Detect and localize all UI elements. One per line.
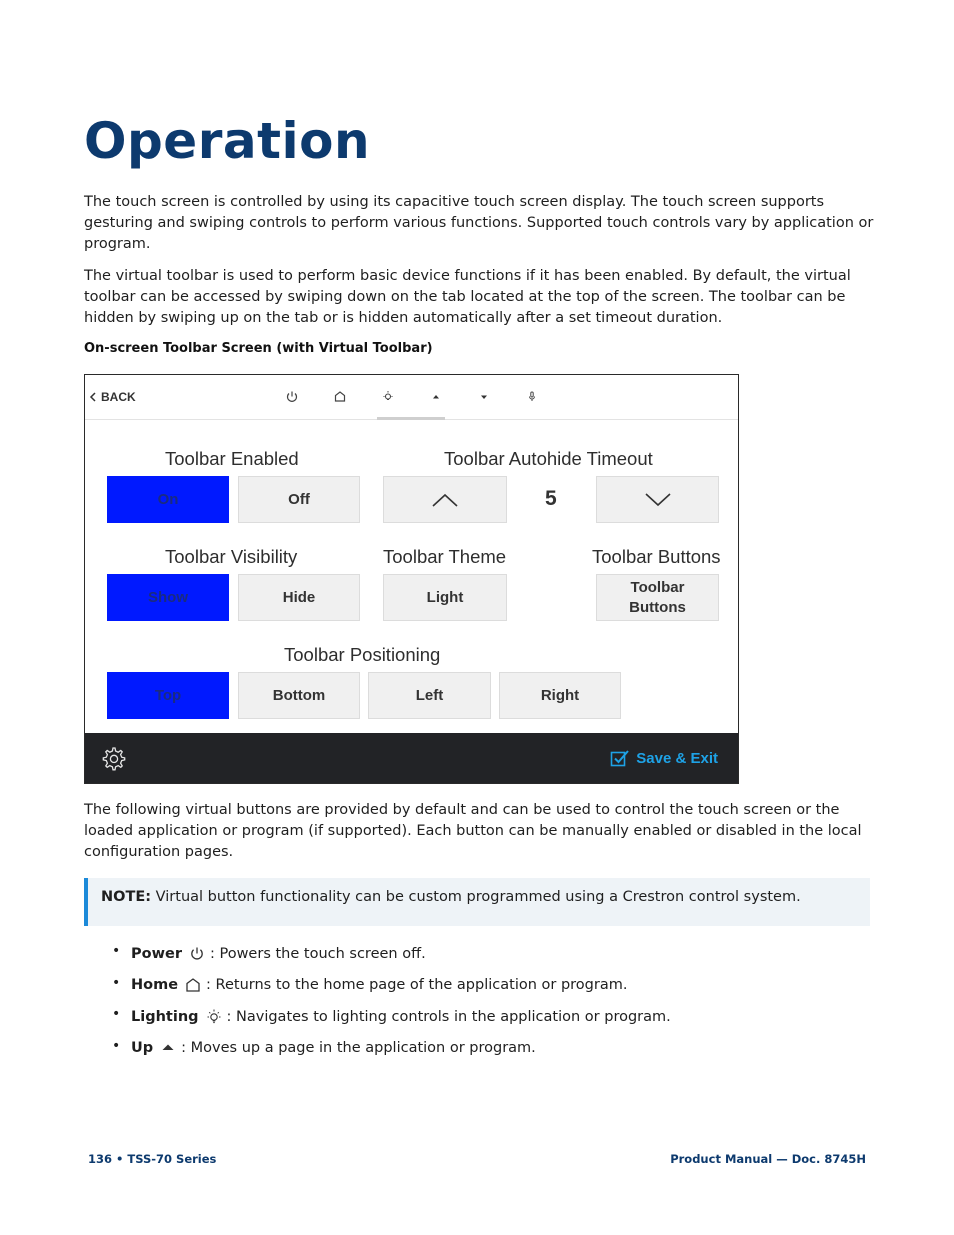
position-top-button[interactable]: Top	[107, 672, 229, 719]
button-list	[112, 938, 872, 1064]
toolbar-positioning-label: Toolbar Positioning	[284, 644, 441, 665]
virtual-toolbar	[85, 375, 738, 420]
chevron-left-icon	[89, 392, 97, 402]
power-icon[interactable]	[283, 388, 301, 406]
toolbar-buttons-label: Toolbar Buttons	[592, 546, 721, 567]
back-label: BACK	[101, 390, 136, 404]
position-right-button[interactable]: Right	[499, 672, 621, 719]
up-icon[interactable]	[427, 388, 445, 406]
footer-left: 136 • TSS-70 Series	[88, 1152, 217, 1166]
toolbar-buttons-line2: Buttons	[629, 598, 686, 616]
lighting-icon[interactable]	[379, 388, 397, 406]
intro-paragraph: The touch screen is controlled by using its capacitive touch screen display. The touch screen supports gesturing and swiping controls to perform various functions. Supported touch controls vary by application or program.	[84, 194, 874, 252]
checkbox-checked-icon	[610, 749, 630, 767]
toolbar-enabled-off-button[interactable]: Off	[238, 476, 360, 523]
timeout-decrease-button[interactable]	[596, 476, 719, 523]
toolbar-tab-indicator	[377, 417, 445, 420]
note-text: Virtual button functionality can be custom programmed using a Crestron control system.	[151, 889, 801, 905]
toolbar-enabled-on-button[interactable]: On	[107, 476, 229, 523]
home-icon[interactable]	[331, 388, 349, 406]
bullet-term: Lighting	[131, 1008, 199, 1025]
toolbar-enabled-label: Toolbar Enabled	[165, 448, 299, 469]
bullet-term: Power	[131, 945, 182, 962]
timeout-increase-button[interactable]	[383, 476, 507, 523]
toolbar-paragraph: The virtual toolbar is used to perform basic device functions if it has been enabled. By default, the virtual toolbar can be accessed by swiping down on the tab located at the top of the screen. The toolbar can be hidden by swiping up on the tab or is hidden automatically after a set timeout duration.	[84, 268, 851, 326]
back-button[interactable]	[89, 390, 136, 404]
bullet-dot: •	[112, 943, 121, 959]
bullet-dot: •	[112, 974, 121, 991]
page-title: Operation	[84, 112, 371, 170]
position-bottom-button[interactable]: Bottom	[238, 672, 360, 719]
power-icon	[188, 945, 206, 963]
lighting-icon	[205, 1008, 223, 1026]
theme-light-button[interactable]: Light	[383, 574, 507, 621]
home-icon	[184, 976, 202, 994]
timeout-value: 5	[545, 487, 557, 510]
figure-caption: On-screen Toolbar Screen (with Virtual Toolbar)	[84, 341, 433, 356]
bullet-text: : Moves up a page in the application or program.	[181, 1040, 536, 1057]
microphone-icon[interactable]	[523, 388, 541, 406]
gear-icon[interactable]	[99, 745, 127, 773]
visibility-hide-button[interactable]: Hide	[238, 574, 360, 621]
footer-right: Product Manual — Doc. 8745H	[670, 1152, 866, 1166]
toolbar-theme-label: Toolbar Theme	[383, 546, 507, 567]
virtual-buttons-paragraph: The following virtual buttons are provided by default and can be used to control the touch screen or the loaded application or program (if supported). Each button can be manually enabled or disabled in the local configuration pages.	[84, 802, 862, 860]
position-left-button[interactable]: Left	[368, 672, 491, 719]
note-prefix: NOTE:	[101, 889, 152, 905]
list-item	[112, 938, 872, 970]
bullet-term: Home	[131, 977, 179, 994]
down-icon[interactable]	[475, 388, 493, 406]
list-item	[112, 1001, 872, 1033]
bullet-text: : Navigates to lighting controls in the application or program.	[226, 1008, 671, 1025]
chevron-up-icon	[431, 492, 459, 508]
toolbar-screenshot	[84, 374, 739, 784]
toolbar-buttons-line1: Toolbar	[630, 578, 685, 596]
list-item	[112, 1033, 872, 1065]
bullet-dot: •	[112, 1037, 121, 1054]
autohide-timeout-label: Toolbar Autohide Timeout	[444, 448, 653, 469]
save-exit-label: Save & Exit	[636, 749, 718, 767]
bullet-text: : Powers the touch screen off.	[209, 945, 426, 962]
note-callout	[84, 878, 870, 926]
toolbar-buttons-button[interactable]	[596, 574, 719, 621]
settings-bottom-bar	[85, 733, 738, 784]
toolbar-visibility-label: Toolbar Visibility	[165, 546, 298, 567]
bullet-text: : Returns to the home page of the application or program.	[206, 977, 628, 994]
visibility-show-button[interactable]: Show	[107, 574, 229, 621]
bullet-dot: •	[112, 1006, 121, 1022]
up-icon	[159, 1039, 177, 1057]
save-exit-button[interactable]	[610, 749, 718, 767]
chevron-down-icon	[644, 492, 672, 508]
bullet-term: Up	[131, 1040, 154, 1057]
list-item	[112, 970, 872, 1002]
